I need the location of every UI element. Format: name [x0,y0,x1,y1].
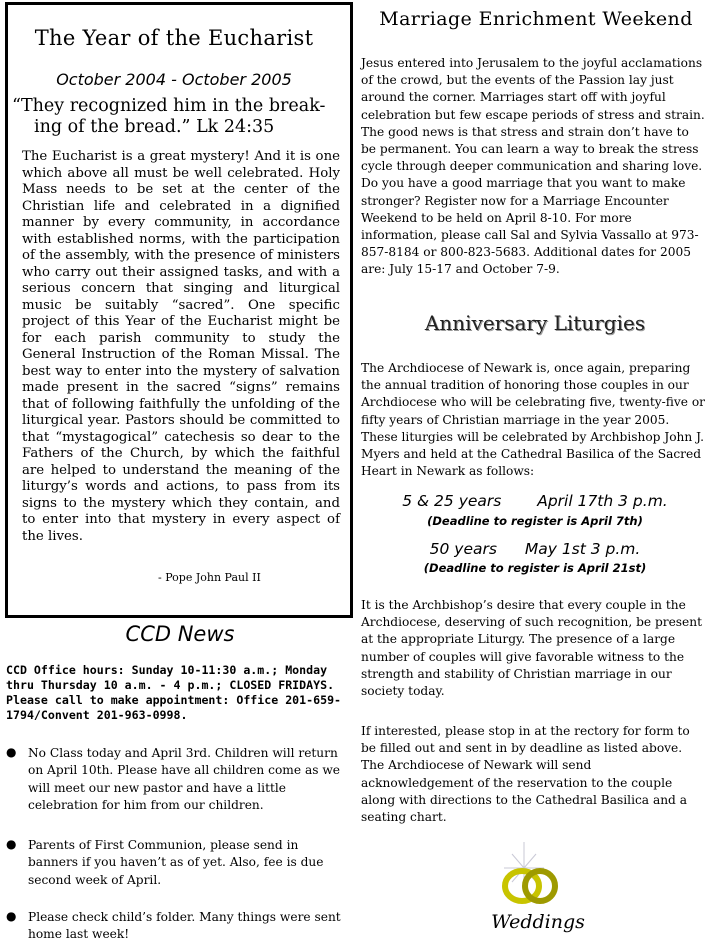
ccd-bullet-item: No Class today and April 3rd. Children will return on April 10th. Please have all children come as we will meet our new pastor and have a little celebration for him from our children. [28,746,340,813]
anniversary-paragraph-3: If interested, please stop in at the rectory for form to be filled out and sent in by deadline as listed above. The Archdiocese of Newark will send acknowledgement of the reservation to the couple along with directions to the Cathedral Basilica and a seating chart. [361,724,690,825]
ccd-news-title: CCD News [125,622,235,646]
bullet-icon: ● [6,909,17,923]
quote-line-1: “They recognized him in the break- [12,96,326,116]
weddings-logo-text: Weddings [491,911,585,933]
schedule-line-2 [362,540,708,558]
quote-line-2: ing of the bread.” Lk 24:35 [34,117,275,137]
marriage-enrichment-title: Marriage Enrichment Weekend [379,8,693,30]
bullet-icon: ● [6,745,17,759]
ccd-bullet-item: Parents of First Communion, please send in banners if you haven’t as of yet. Also, fee is due second week of April. [28,838,324,887]
eucharist-dates: October 2004 - October 2005 [56,70,292,89]
schedule-date: May 1st 3 p.m. [524,540,641,558]
marriage-enrichment-body: Jesus entered into Jerusalem to the joyful acclamations of the crowd, but the events of the Passion lay just around the corner. Marriages start off with joyful celebration but few escape periods of stress and strain. The good news is that stress and strain don’t have to be permanent. You can learn a way to break the stress cycle through deeper communication and sharing love. Do you have a good marriage that you want to make stronger? Register now for a Marriage Encounter Weekend to be held on April 8-10. For more information, please call Sal and Sylvia Vassallo at 973-857-8184 or 800-823-5683. Additional dates for 2005 are: July 15-17 and October 7-9. [361,56,705,277]
schedule-line-1 [362,492,708,510]
anniversary-body: The Archdiocese of Newark is, once again, preparing the annual tradition of honoring those couples in our Archdiocese who will be celebrating five, twenty-five or fifty years of Christian marriage in the year 2005. These liturgies will be celebrated by Archbishop John J. Myers and held at the Cathedral Basilica of the Sacred Heart in Newark as follows: [361,361,705,479]
schedule-years: 5 & 25 years [402,492,502,510]
bullet-icon: ● [6,837,17,851]
schedule-deadline-1: (Deadline to register is April 7th) [427,514,643,528]
eucharist-body: The Eucharist is a great mystery! And it is one which above all must be well celebrated. Holy Mass needs to be set at the center of the Christian life and celebrated in a dignified manner by every community, in accordance with established norms, with the participation of the assembly, with the presence of ministers who carry out their assigned tasks, and with a serious concern that singing and liturgical music be suitably “sacred”. One specific project of this Year of the Eucharist might be for each parish community to study the General Instruction of the Roman Missal. The best way to enter into the mystery of salvation made present in the sacred “signs” remains that of following faithfully the unfolding of the liturgical year. Pastors should be committed to that “mystagogical” catechesis so dear to the Fathers of the Church, by which the faithful are helped to understand the meaning of the liturgy’s words and actions, to pass from its signs to the mystery which they contain, and to enter into that mystery in every aspect of the lives. [22,149,340,544]
ccd-office-hours: CCD Office hours: Sunday 10-11:30 a.m.; Monday thru Thursday 10 a.m. - 4 p.m.; CLOSED FRIDAYS. Please call to make appointment: Office 201-659-1794/Convent 201-963-0998. [6,663,342,722]
anniversary-paragraph-2: It is the Archbishop’s desire that every couple in the Archdiocese, deserving of such recognition, be present at the appropriate Liturgy. The presence of a large number of couples will give favorable witness to the strength and stability of Christian marriage in our society today. [361,598,703,699]
schedule-date: April 17th 3 p.m. [537,492,668,510]
anniversary-title: Anniversary Liturgies [424,311,646,335]
eucharist-signature: - Pope John Paul II [158,571,261,584]
eucharist-quote [12,96,342,138]
eucharist-title: The Year of the Eucharist [34,26,314,50]
ccd-bullet-item: Please check child’s folder. Many things were sent home last week! [28,910,341,942]
schedule-years: 50 years [429,540,497,558]
schedule-deadline-2: (Deadline to register is April 21st) [423,561,647,575]
weddings-rings-logo [486,842,596,942]
